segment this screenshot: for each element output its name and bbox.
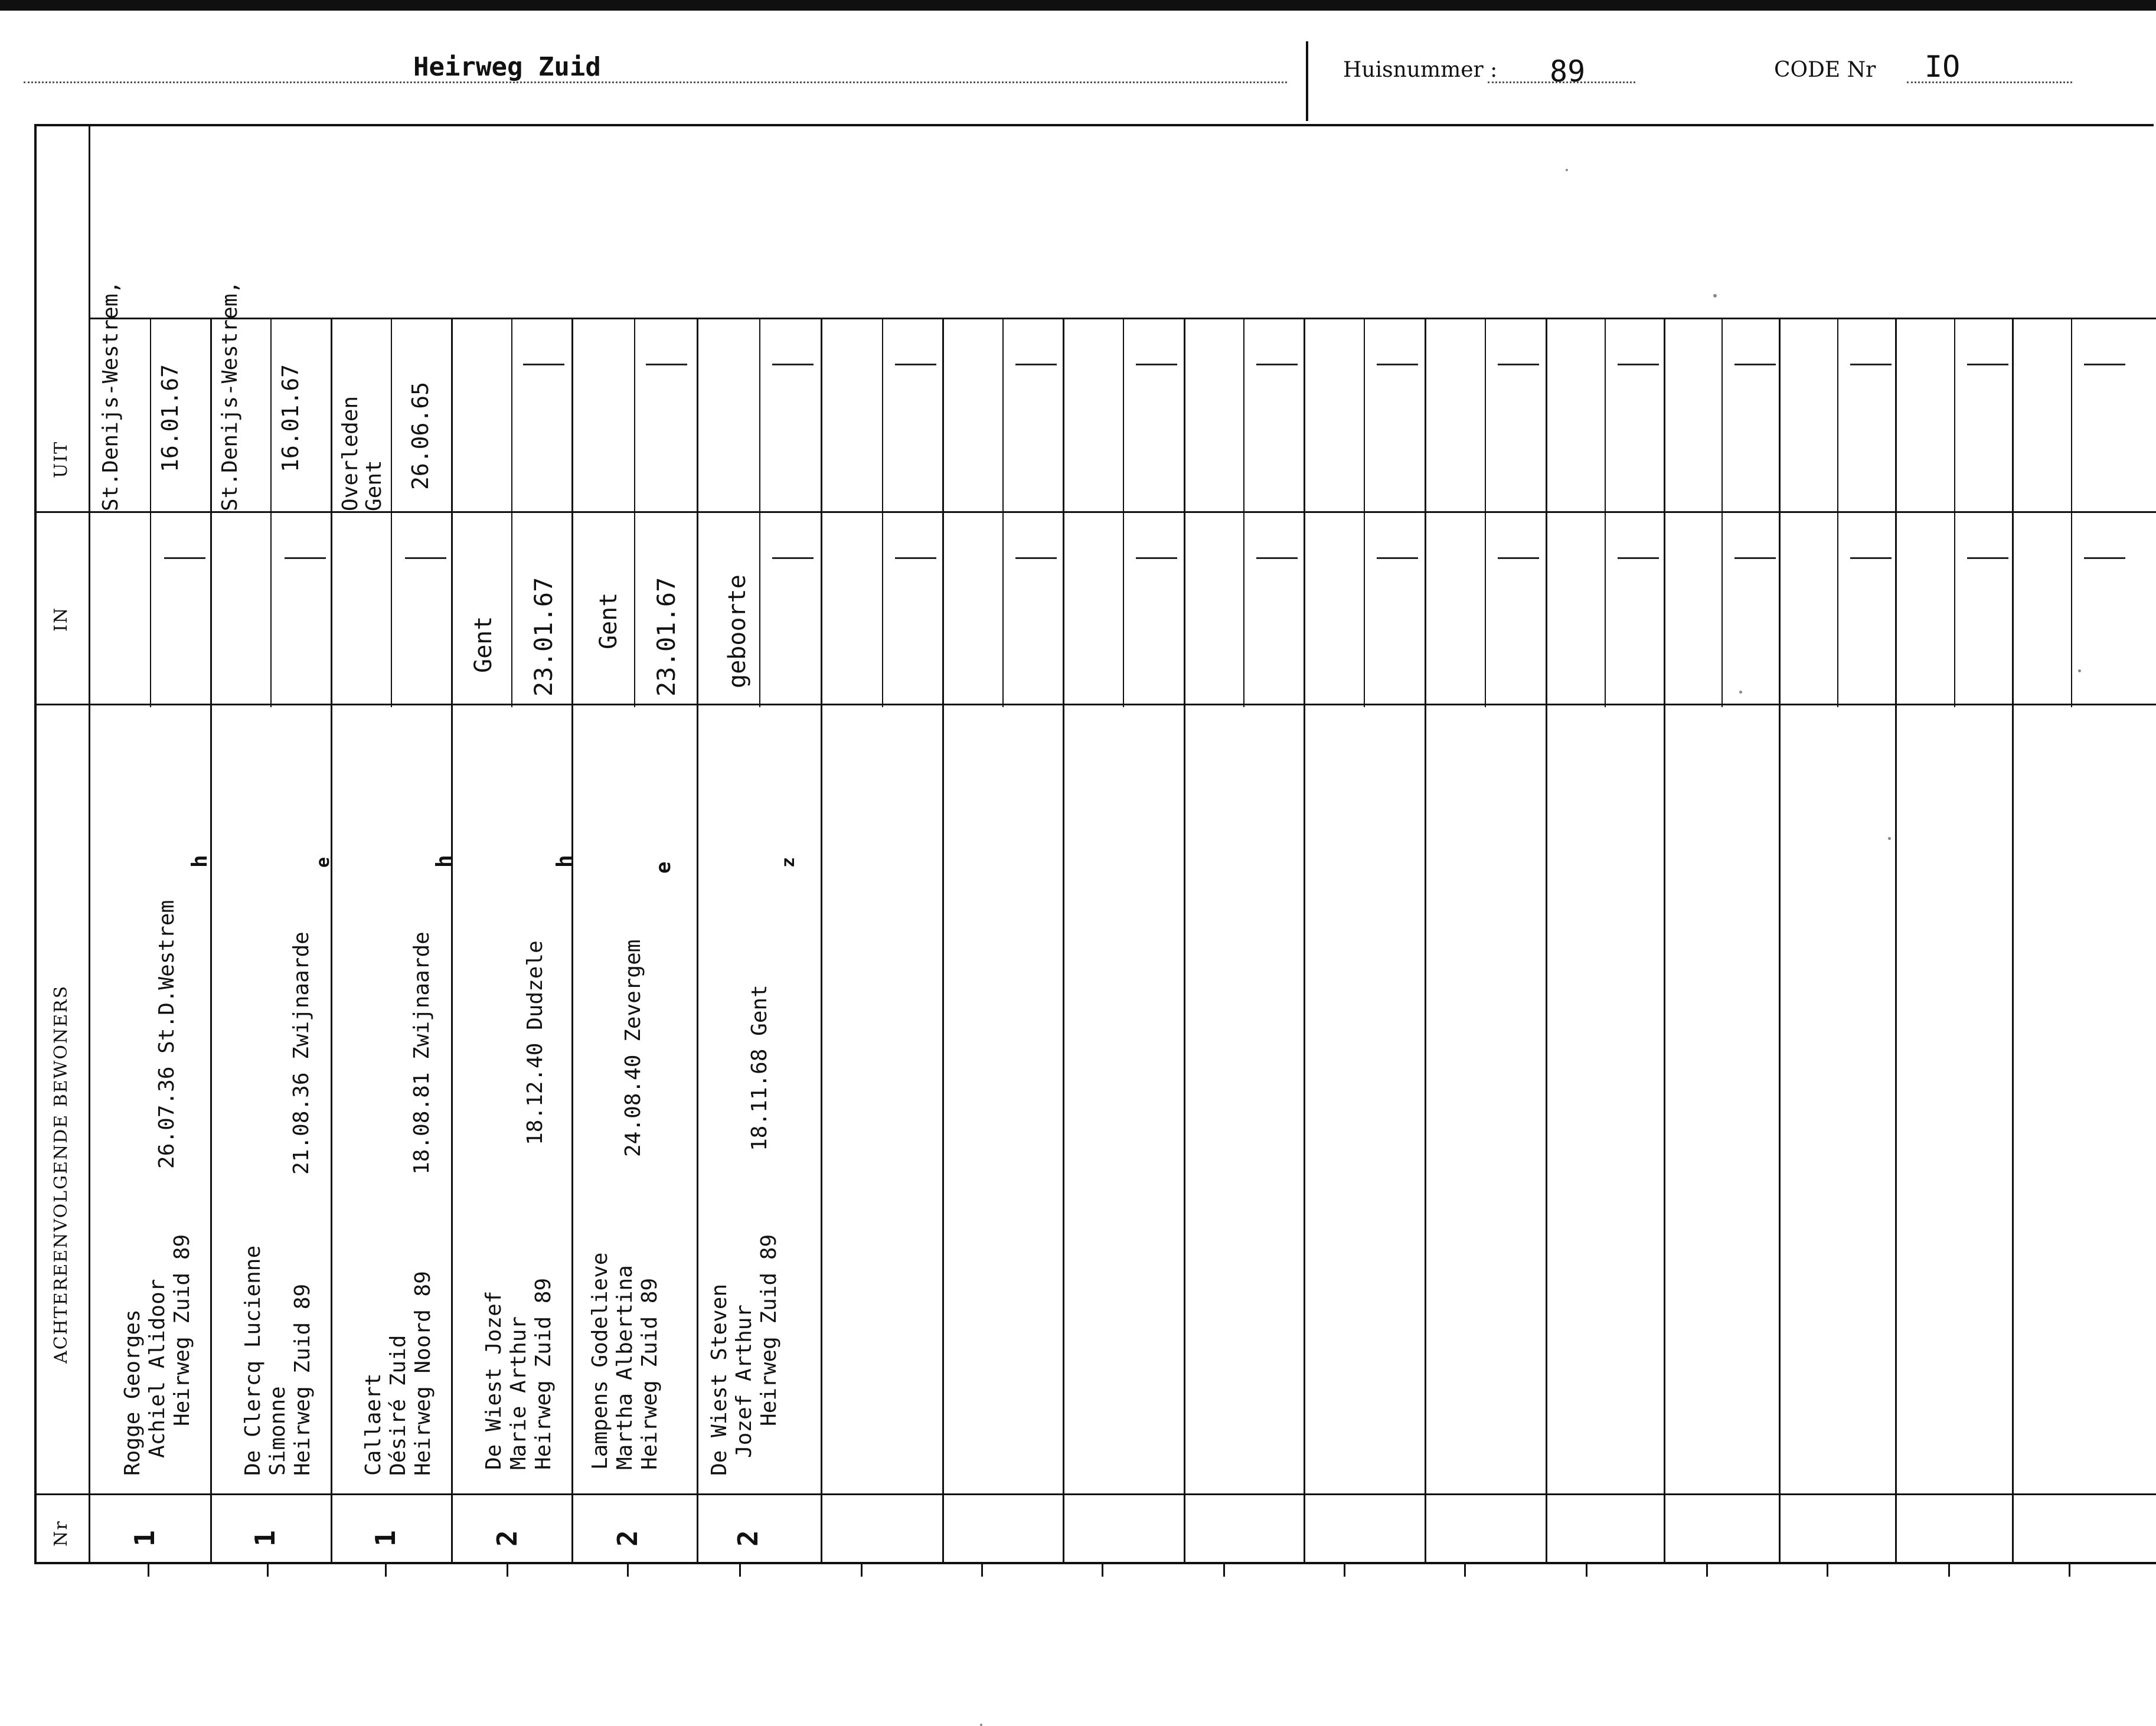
in-empty-dash	[772, 557, 814, 559]
divider-in-bewoners	[89, 704, 2156, 705]
sub-col-line	[882, 318, 883, 707]
birth-date-place: 26.07.36 St.D.Westrem	[155, 900, 179, 1169]
uit-place: St.Denijs-Westrem,	[218, 280, 242, 511]
uit-empty-dash	[772, 364, 814, 365]
uit-place: St.Denijs-Westrem,	[99, 280, 123, 511]
col-line	[571, 318, 573, 1564]
sub-col-line	[1123, 318, 1124, 707]
sub-col-line	[1837, 318, 1838, 707]
col-line	[2012, 318, 2014, 1564]
uit-empty-dash	[523, 364, 564, 365]
col-line	[1779, 318, 1781, 1564]
divider-uit-top	[89, 318, 2156, 319]
uit-column-label: UIT	[51, 440, 71, 478]
gender-mark: z	[778, 857, 799, 868]
gender-mark: h	[188, 855, 212, 868]
sub-col-line	[1485, 318, 1486, 707]
record-nr: 2	[612, 1530, 643, 1547]
resident-names: Lampens Godelieve Martha Albertina Heirweg Zuid 89	[588, 1252, 662, 1470]
col-line	[821, 318, 822, 1564]
uit-date: 16.01.67	[277, 364, 303, 472]
in-date: 23.01.67	[529, 577, 558, 697]
resident-names: Callaert Désiré Zuid Heirweg Noord 89	[361, 1271, 435, 1476]
scan-edge	[0, 0, 2156, 11]
birth-date-place: 18.11.68 Gent	[747, 985, 772, 1151]
record-nr: 1	[370, 1530, 401, 1547]
divider-uit-in	[89, 511, 2156, 513]
sub-col-line	[1364, 318, 1365, 707]
uit-place: Overleden Gent	[338, 395, 386, 511]
uit-date: 26.06.65	[407, 381, 433, 490]
label-column-divider	[89, 124, 90, 1564]
birth-date-place: 21.08.36 Zwijnaarde	[289, 931, 313, 1175]
gender-mark: e	[652, 861, 675, 874]
col-line	[1304, 318, 1305, 1564]
record-nr: 1	[249, 1530, 281, 1547]
birth-date-place: 18.12.40 Dudzele	[523, 940, 547, 1145]
residents-column-label: ACHTEREENVOLGENDE BEWONERS	[51, 985, 71, 1364]
birth-date-place: 24.08.40 Zevergem	[621, 939, 645, 1157]
in-date: 23.01.67	[652, 577, 681, 697]
col-line	[1664, 318, 1665, 1564]
house-number-value: 89	[1550, 54, 1586, 89]
sub-col-line	[2071, 318, 2072, 707]
frame-left	[34, 124, 37, 1564]
sub-col-line	[759, 318, 760, 707]
col-line	[1895, 318, 1897, 1564]
sub-col-line	[511, 318, 512, 707]
col-line	[1063, 318, 1064, 1564]
in-place: Gent	[595, 592, 622, 649]
col-line	[1546, 318, 1547, 1564]
uit-date: 16.01.67	[157, 364, 183, 472]
code-value: IO	[1925, 50, 1961, 84]
record-nr: 2	[732, 1530, 764, 1547]
col-line	[331, 318, 332, 1564]
sub-col-line	[1954, 318, 1955, 707]
in-empty-dash	[405, 557, 446, 559]
sub-col-line	[1243, 318, 1244, 707]
sub-col-line	[391, 318, 392, 707]
col-line	[451, 318, 453, 1564]
sub-col-line	[1605, 318, 1606, 707]
in-place: geboorte	[724, 574, 751, 688]
resident-names: De Wiest Jozef Marie Arthur Heirweg Zuid 89	[482, 1277, 556, 1470]
col-line	[942, 318, 944, 1564]
sub-col-line	[634, 318, 635, 707]
in-empty-dash	[285, 557, 326, 559]
in-place: Gent	[470, 616, 497, 673]
house-number-label: Huisnummer :	[1343, 58, 1498, 82]
label-divider-1	[34, 511, 89, 513]
record-nr: 2	[491, 1530, 523, 1547]
sub-col-line	[1002, 318, 1004, 707]
in-column-label: IN	[51, 606, 71, 632]
col-line	[1425, 318, 1426, 1564]
street-dotted-line	[24, 81, 1287, 83]
resident-names: De Wiest Steven Jozef Arthur Heirweg Zuid 89	[707, 1234, 781, 1476]
uit-empty-dash	[646, 364, 687, 365]
sub-col-line	[270, 318, 272, 707]
sub-col-line	[1721, 318, 1723, 707]
frame-top	[34, 124, 2154, 126]
divider-bewoners-nr	[34, 1493, 2156, 1495]
street-name: Heirweg Zuid	[413, 52, 601, 82]
gender-mark: h	[432, 855, 456, 868]
col-line	[1184, 318, 1185, 1564]
in-empty-dash	[164, 557, 205, 559]
gender-mark: e	[313, 857, 334, 868]
col-line	[697, 318, 698, 1564]
nr-column-label: Nr	[51, 1520, 71, 1547]
label-divider-2	[34, 704, 89, 705]
record-nr: 1	[129, 1530, 161, 1547]
code-label: CODE Nr	[1774, 58, 1876, 82]
header-separator	[1306, 41, 1308, 121]
birth-date-place: 18.08.81 Zwijnaarde	[410, 931, 434, 1175]
frame-bottom	[34, 1562, 2156, 1564]
resident-names: Rogge Georges Achiel Alidoor Heirweg Zuid 89	[120, 1234, 194, 1476]
gender-mark: h	[553, 855, 577, 868]
resident-names: De Clercq Lucienne Simonne Heirweg Zuid 89	[241, 1245, 315, 1476]
col-line	[210, 318, 212, 1564]
sub-col-line	[150, 318, 151, 707]
